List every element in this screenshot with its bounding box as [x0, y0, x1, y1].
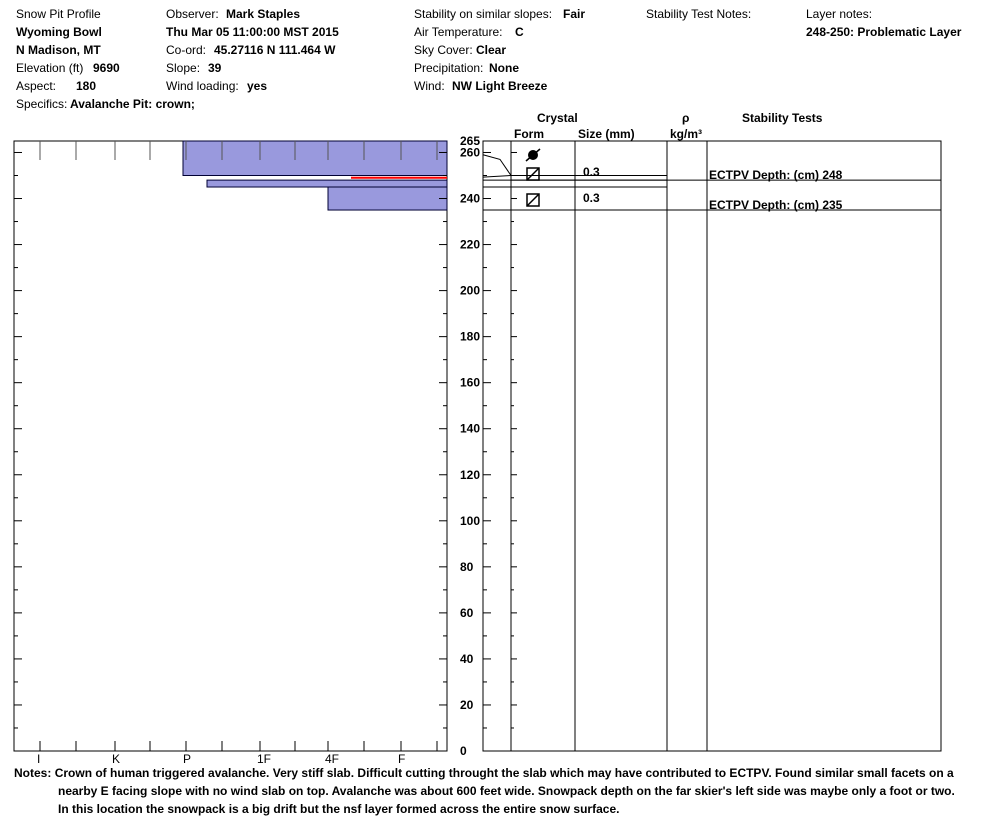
stability-value: Fair [563, 7, 586, 21]
sky-cover-value: Clear [476, 43, 507, 57]
coord-label: Co-ord: [166, 43, 207, 57]
depth-label-260: 260 [460, 145, 481, 160]
notes-line-2: nearby E facing slope with no wind slab on top. Avalanche was about 600 feet wide. Snowpack depth on the far skier's left side was maybe only a foot or two. [58, 784, 955, 798]
air-temp-value: C [515, 25, 524, 39]
sky-cover-label: Sky Cover: [414, 43, 473, 57]
depth-axis [14, 134, 517, 758]
depth-label-140: 140 [460, 421, 481, 436]
stability-tests-header: Stability Tests [742, 111, 823, 125]
notes-label: Notes: [14, 766, 52, 780]
hardness-plot-frame [14, 141, 447, 751]
wind-value: NW Light Breeze [452, 79, 548, 93]
size-header: Size (mm) [578, 127, 635, 141]
hardness-label-1F: 1F [257, 752, 272, 766]
specifics-label: Specifics: [16, 97, 68, 111]
profile-title: Snow Pit Profile [16, 7, 101, 21]
layer-note-value: 248-250: Problematic Layer [806, 25, 962, 39]
stability-label: Stability on similar slopes: [414, 7, 553, 21]
depth-label-40: 40 [460, 651, 474, 666]
stability-test-rows [709, 168, 843, 212]
precip-value: None [489, 61, 519, 75]
crystal-table-frame [483, 141, 941, 751]
hardness-label-I: I [37, 752, 41, 766]
stability-test-0: ECTPV Depth: (cm) 248 [709, 168, 843, 182]
depth-label-160: 160 [460, 375, 481, 390]
crystal-size-1: 0.3 [583, 165, 600, 179]
aspect-value: 180 [76, 79, 97, 93]
facet-diagonal [527, 194, 539, 206]
depth-label-265: 265 [460, 134, 481, 148]
wind-loading-label: Wind loading: [166, 79, 239, 93]
observation-datetime: Thu Mar 05 11:00:00 MST 2015 [166, 25, 339, 39]
slope-label: Slope: [166, 61, 201, 75]
coord-value: 45.27116 N 111.464 W [214, 43, 336, 57]
location-name: Wyoming Bowl [16, 25, 102, 39]
depth-label-0: 0 [460, 744, 467, 758]
hardness-label-P: P [183, 752, 192, 766]
depth-label-60: 60 [460, 605, 474, 620]
hardness-layers [183, 141, 447, 210]
row-connector-top [483, 155, 511, 176]
crystal-rows [526, 149, 600, 206]
form-header: Form [514, 127, 544, 141]
hardness-label-K: K [112, 752, 121, 766]
depth-label-120: 120 [460, 467, 481, 482]
crystal-size-2: 0.3 [583, 191, 600, 205]
depth-label-180: 180 [460, 329, 481, 344]
air-temp-label: Air Temperature: [414, 25, 503, 39]
wind-loading-value: yes [247, 79, 268, 93]
elevation-value: 9690 [93, 61, 120, 75]
density-unit-header: kg/m³ [670, 127, 703, 141]
region-name: N Madison, MT [16, 43, 101, 57]
notes-block [14, 764, 964, 818]
layer-notes-label: Layer notes: [806, 7, 873, 21]
depth-label-200: 200 [460, 283, 481, 298]
notes-line-1: Crown of human triggered avalanche. Very stiff slab. Difficult cutting throught the slab which may have contributed to ECTPV. Found similar small facets on a [54, 766, 954, 780]
aspect-label: Aspect: [16, 79, 57, 93]
stability-test-notes-label: Stability Test Notes: [646, 7, 752, 21]
hardness-layer-2 [328, 187, 447, 210]
graupel-icon [526, 149, 540, 161]
stability-test-1: ECTPV Depth: (cm) 235 [709, 198, 843, 212]
crystal-header: Crystal [537, 111, 578, 125]
faceted-crystal-icon [527, 194, 539, 206]
hardness-layer-1 [207, 180, 447, 187]
specifics-value: Avalanche Pit: crown; [70, 97, 195, 111]
facet-diagonal [527, 168, 539, 180]
hardness-layer-0 [183, 141, 447, 176]
slope-value: 39 [208, 61, 222, 75]
notes-line-3: In this location the snowpack is a big drift but the nsf layer formed across the entire snow surface. [58, 802, 620, 816]
hardness-label-F: F [398, 752, 406, 766]
precip-label: Precipitation: [414, 61, 484, 75]
rho-header: ρ [682, 111, 690, 125]
hardness-ticks [37, 141, 437, 766]
faceted-crystal-icon [527, 168, 539, 180]
observer-value: Mark Staples [226, 7, 301, 21]
depth-label-220: 220 [460, 237, 481, 252]
observer-label: Observer: [166, 7, 219, 21]
depth-label-80: 80 [460, 559, 474, 574]
depth-label-240: 240 [460, 191, 481, 206]
hardness-label-4F: 4F [325, 752, 340, 766]
elevation-label: Elevation (ft) [16, 61, 84, 75]
wind-label: Wind: [414, 79, 445, 93]
row-connector-mid [483, 176, 511, 178]
depth-label-100: 100 [460, 513, 481, 528]
depth-label-20: 20 [460, 697, 474, 712]
